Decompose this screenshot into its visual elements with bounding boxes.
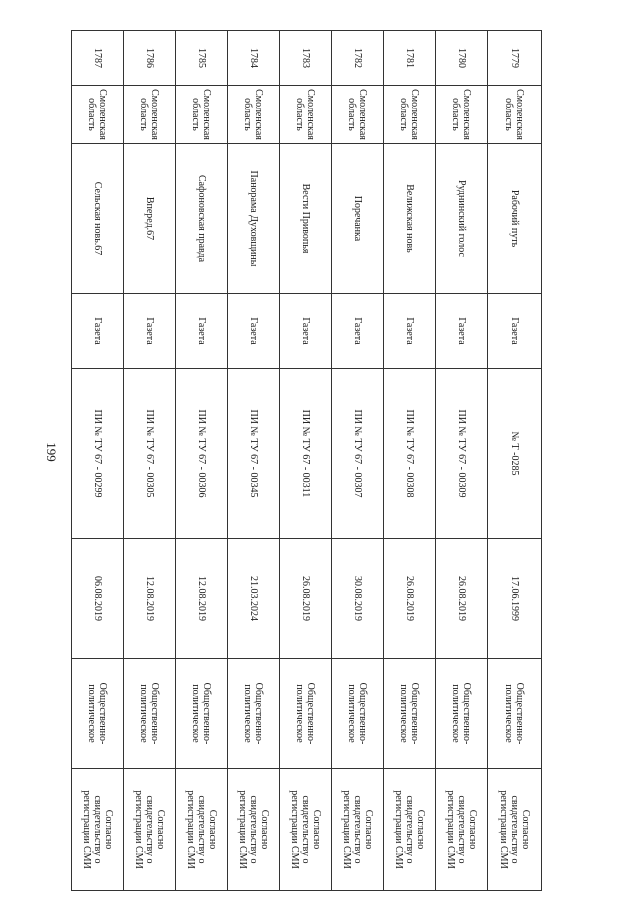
cell-media-type: Газета <box>332 294 384 369</box>
cell-publication-name: Сафоновская правда <box>176 144 228 294</box>
cell-media-type: Газета <box>228 294 280 369</box>
cell-registration-date: 12.08.2019 <box>176 539 228 659</box>
cell-topic: Общественно- политическое <box>384 659 436 769</box>
cell-topic: Общественно- политическое <box>228 659 280 769</box>
cell-region: Смоленская область <box>280 86 332 144</box>
table-row <box>72 31 124 891</box>
registry-table-wrapper <box>72 30 542 890</box>
cell-topic: Общественно- политическое <box>176 659 228 769</box>
cell-basis: Согласно свидетельству о регистрации СМИ <box>436 769 488 891</box>
cell-topic: Общественно- политическое <box>332 659 384 769</box>
cell-registration-date: 06.08.2019 <box>72 539 124 659</box>
cell-registration-number: ПИ № ТУ 67 - 00305 <box>124 369 176 539</box>
cell-topic: Общественно- политическое <box>488 659 542 769</box>
cell-registration-date: 26.08.2019 <box>384 539 436 659</box>
cell-publication-name: Руднинский голос <box>436 144 488 294</box>
table-row <box>488 31 542 891</box>
cell-number: 1781 <box>384 31 436 86</box>
cell-basis: Согласно свидетельству о регистрации СМИ <box>124 769 176 891</box>
cell-publication-name: Велижская новь <box>384 144 436 294</box>
cell-topic: Общественно- политическое <box>280 659 332 769</box>
cell-topic: Общественно- политическое <box>124 659 176 769</box>
cell-number: 1786 <box>124 31 176 86</box>
cell-region: Смоленская область <box>436 86 488 144</box>
table-row <box>332 31 384 891</box>
cell-media-type: Газета <box>384 294 436 369</box>
cell-number: 1784 <box>228 31 280 86</box>
cell-media-type: Газета <box>436 294 488 369</box>
cell-basis: Согласно свидетельству о регистрации СМИ <box>332 769 384 891</box>
cell-media-type: Газета <box>176 294 228 369</box>
cell-region: Смоленская область <box>384 86 436 144</box>
table-row <box>436 31 488 891</box>
cell-publication-name: Рабочий путь <box>488 144 542 294</box>
cell-registration-number: ПИ № ТУ 67 - 00311 <box>280 369 332 539</box>
table-row <box>228 31 280 891</box>
cell-media-type: Газета <box>124 294 176 369</box>
cell-region: Смоленская область <box>124 86 176 144</box>
cell-number: 1787 <box>72 31 124 86</box>
cell-basis: Согласно свидетельству о регистрации СМИ <box>72 769 124 891</box>
cell-topic: Общественно- политическое <box>72 659 124 769</box>
registry-table <box>71 30 542 891</box>
cell-number: 1780 <box>436 31 488 86</box>
cell-registration-date: 17.06.1999 <box>488 539 542 659</box>
cell-region: Смоленская область <box>72 86 124 144</box>
cell-registration-date: 30.08.2019 <box>332 539 384 659</box>
cell-number: 1783 <box>280 31 332 86</box>
table-row <box>124 31 176 891</box>
cell-region: Смоленская область <box>332 86 384 144</box>
cell-basis: Согласно свидетельству о регистрации СМИ <box>488 769 542 891</box>
cell-registration-number: ПИ № ТУ 67 - 00308 <box>384 369 436 539</box>
cell-topic: Общественно- политическое <box>436 659 488 769</box>
cell-basis: Согласно свидетельству о регистрации СМИ <box>280 769 332 891</box>
cell-media-type: Газета <box>488 294 542 369</box>
cell-media-type: Газета <box>72 294 124 369</box>
cell-registration-date: 26.08.2019 <box>280 539 332 659</box>
cell-media-type: Газета <box>280 294 332 369</box>
cell-registration-number: ПИ № ТУ 67 - 00306 <box>176 369 228 539</box>
cell-registration-number: ПИ № ТУ 67 - 00309 <box>436 369 488 539</box>
cell-number: 1785 <box>176 31 228 86</box>
cell-registration-number: ПИ № ТУ 67 - 00307 <box>332 369 384 539</box>
cell-basis: Согласно свидетельству о регистрации СМИ <box>228 769 280 891</box>
cell-registration-number: ПИ № ТУ 67 - 00345 <box>228 369 280 539</box>
cell-registration-date: 26.08.2019 <box>436 539 488 659</box>
table-row <box>384 31 436 891</box>
cell-number: 1782 <box>332 31 384 86</box>
cell-publication-name: Панорама Духовщины <box>228 144 280 294</box>
table-row <box>176 31 228 891</box>
cell-registration-date: 21.03.2024 <box>228 539 280 659</box>
cell-region: Смоленская область <box>488 86 542 144</box>
cell-basis: Согласно свидетельству о регистрации СМИ <box>384 769 436 891</box>
cell-publication-name: Поречанка <box>332 144 384 294</box>
table-row <box>280 31 332 891</box>
cell-registration-number: № Т -0285 <box>488 369 542 539</box>
cell-publication-name: Вести Привопья <box>280 144 332 294</box>
cell-publication-name: Вперед.67 <box>124 144 176 294</box>
cell-publication-name: Сельская новь.67 <box>72 144 124 294</box>
cell-region: Смоленская область <box>228 86 280 144</box>
cell-registration-date: 12.08.2019 <box>124 539 176 659</box>
cell-registration-number: ПИ № ТУ 67 - 00299 <box>72 369 124 539</box>
cell-basis: Согласно свидетельству о регистрации СМИ <box>176 769 228 891</box>
cell-region: Смоленская область <box>176 86 228 144</box>
page-number: 199 <box>44 442 59 462</box>
cell-number: 1779 <box>488 31 542 86</box>
